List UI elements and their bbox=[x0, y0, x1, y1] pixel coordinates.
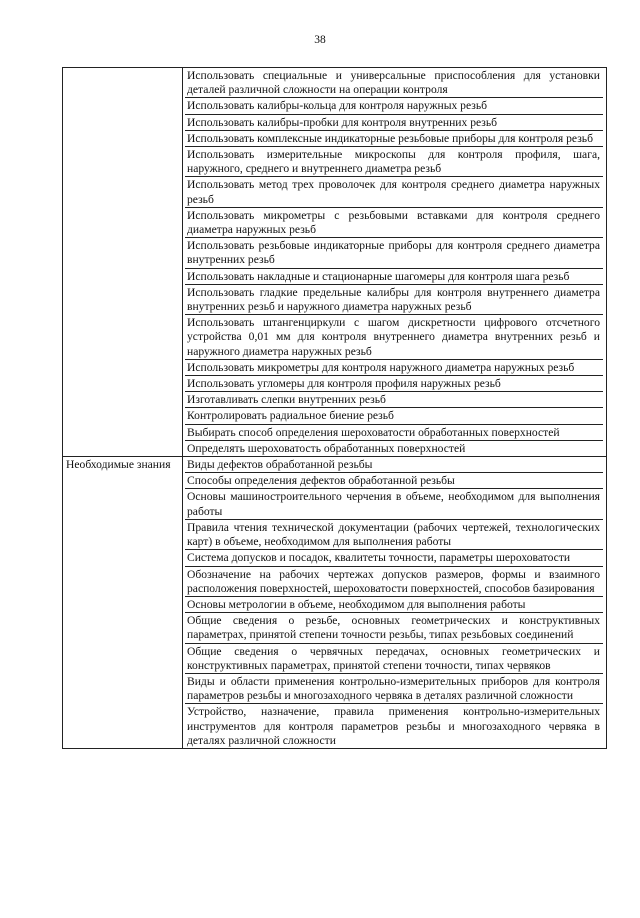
table-row-item: Обозначение на рабочих чертежах допусков размеров, формы и взаимного расположения поверхностей, шероховатости поверхностей, способов базирования bbox=[185, 567, 603, 597]
table-row-item: Использовать специальные и универсальные приспособления для установки деталей различной сложности на операции контроля bbox=[185, 68, 603, 98]
table-row-item: Использовать калибры-кольца для контроля наружных резьб bbox=[185, 98, 603, 114]
knowledge-list bbox=[183, 457, 607, 749]
table-row-item: Использовать резьбовые индикаторные приборы для контроля среднего диаметра внутренних резьб bbox=[185, 238, 603, 268]
table-row-item: Использовать накладные и стационарные шагомеры для контроля шага резьб bbox=[185, 269, 603, 285]
table-row-item: Правила чтения технической документации (рабочих чертежей, технологических карт) в объеме, необходимом для выполнения работы bbox=[185, 520, 603, 550]
table-row-item: Система допусков и посадок, квалитеты точности, параметры шероховатости bbox=[185, 550, 603, 566]
skills-row bbox=[63, 68, 607, 457]
row-heading: Необходимые знания bbox=[63, 457, 183, 749]
table-row-item: Виды дефектов обработанной резьбы bbox=[185, 457, 603, 473]
skills-list bbox=[183, 68, 607, 457]
table-row-item: Изготавливать слепки внутренних резьб bbox=[185, 392, 603, 408]
table-row-item: Использовать микрометры с резьбовыми вставками для контроля среднего диаметра наружных резьб bbox=[185, 208, 603, 238]
table-row-item: Основы метрологии в объеме, необходимом для выполнения работы bbox=[185, 597, 603, 613]
table-row-item: Способы определения дефектов обработанной резьбы bbox=[185, 473, 603, 489]
table-row-item: Определять шероховатость обработанных поверхностей bbox=[187, 441, 466, 455]
table-row-item: Выбирать способ определения шероховатости обработанных поверхностей bbox=[185, 425, 603, 441]
table-row-item: Использовать микрометры для контроля наружного диаметра наружных резьб bbox=[185, 360, 603, 376]
page-number: 38 bbox=[314, 34, 326, 46]
table-row-item: Устройство, назначение, правила применения контрольно-измерительных инструментов для контроля параметров резьбы и многозаходного червяка в деталях различной сложности bbox=[187, 705, 600, 747]
table-row-item: Использовать калибры-пробки для контроля внутренних резьб bbox=[185, 115, 603, 131]
table-row-item: Использовать комплексные индикаторные резьбовые приборы для контроля резьб bbox=[185, 131, 603, 147]
knowledge-row bbox=[63, 457, 607, 749]
table-row-item: Использовать гладкие предельные калибры для контроля внутреннего диаметра внутренних резьб и наружного диаметра наружных резьб bbox=[185, 285, 603, 315]
table-row-item: Использовать штангенциркули с шагом дискретности цифрового отсчетного устройства 0,01 мм для контроля внутреннего диаметра внутренних резьб и наружного диаметра наружных резьб bbox=[185, 315, 603, 360]
table-row-item: Виды и области применения контрольно-измерительных приборов для контроля параметров резьбы и многозаходного червяка в деталях различной сложности bbox=[185, 674, 603, 704]
table-row-item: Контролировать радиальное биение резьб bbox=[185, 408, 603, 424]
table-row-item: Основы машиностроительного черчения в объеме, необходимом для выполнения работы bbox=[185, 489, 603, 519]
row-heading bbox=[63, 68, 183, 457]
table-row-item: Общие сведения о резьбе, основных геометрических и конструктивных параметрах, принятой степени точности резьбы, типах резьбовых соединений bbox=[185, 613, 603, 643]
competency-table bbox=[62, 67, 607, 749]
table-row-item: Общие сведения о червячных передачах, основных геометрических и конструктивных параметрах, принятой степени точности, типах червяков bbox=[185, 644, 603, 674]
table-row-item: Использовать измерительные микроскопы для контроля профиля, шага, наружного, среднего и внутреннего диаметра резьб bbox=[185, 147, 603, 177]
table-row-item: Использовать метод трех проволочек для контроля среднего диаметра наружных резьб bbox=[185, 177, 603, 207]
table-row-item: Использовать угломеры для контроля профиля наружных резьб bbox=[185, 376, 603, 392]
